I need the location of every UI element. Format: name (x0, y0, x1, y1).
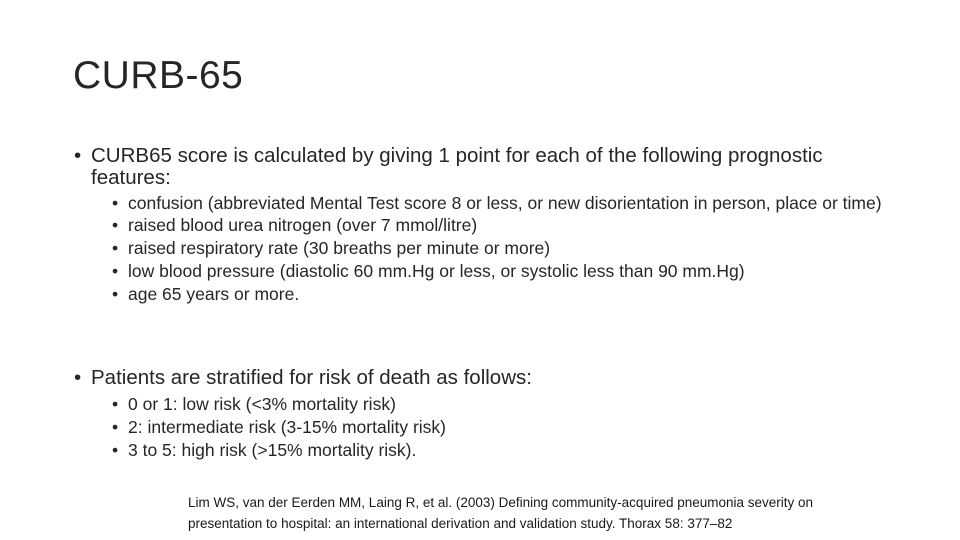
bullet-marker: • (112, 417, 119, 437)
bullet-marker: • (112, 394, 119, 414)
list-item (112, 416, 902, 439)
bullet-point-scoring (74, 145, 874, 189)
list-item-text: age 65 years or more. (128, 284, 300, 304)
list-item-text: raised blood urea nitrogen (over 7 mmol/litre) (128, 215, 478, 235)
bullet-marker: • (112, 440, 119, 460)
list-item-text: confusion (abbreviated Mental Test score 8 or less, or new disorientation in person, place or time) (128, 193, 882, 213)
risk-levels-list (112, 393, 902, 462)
list-item-text: 2: intermediate risk (3‑15% mortality risk) (128, 417, 446, 437)
slide-title: CURB-65 (73, 54, 244, 97)
bullet-marker: • (112, 238, 119, 258)
bullet-point-text: Patients are stratified for risk of death as follows: (91, 366, 532, 389)
citation-line: Lim WS, van der Eerden MM, Laing R, et al. (2003) Defining community‑acquired pneumonia severity on (188, 495, 814, 510)
bullet-marker: • (112, 261, 119, 281)
bullet-point-text: CURB65 score is calculated by giving 1 point for each of the following prognostic features: (91, 144, 823, 189)
list-item (112, 194, 902, 212)
list-item-text: low blood pressure (diastolic 60 mm.Hg or less, or systolic less than 90 mm.Hg) (128, 261, 745, 281)
prognostic-features-list (112, 194, 902, 308)
citation-line: presentation to hospital: an international derivation and validation study. Thorax 58: 377–82 (188, 516, 733, 531)
bullet-marker: • (112, 215, 119, 235)
list-item (112, 216, 902, 234)
list-item (112, 393, 902, 416)
list-item (112, 239, 902, 257)
list-item (112, 285, 902, 303)
bullet-marker: • (74, 366, 82, 389)
list-item (112, 262, 902, 280)
citation (188, 492, 958, 534)
bullet-marker: • (112, 284, 119, 304)
bullet-marker: • (74, 144, 82, 167)
list-item-text: 3 to 5: high risk (>15% mortality risk). (128, 440, 417, 460)
list-item-text: raised respiratory rate (30 breaths per minute or more) (128, 238, 551, 258)
list-item (112, 439, 902, 462)
bullet-marker: • (112, 193, 119, 213)
bullet-point-stratification (74, 367, 874, 389)
list-item-text: 0 or 1: low risk (<3% mortality risk) (128, 394, 396, 414)
